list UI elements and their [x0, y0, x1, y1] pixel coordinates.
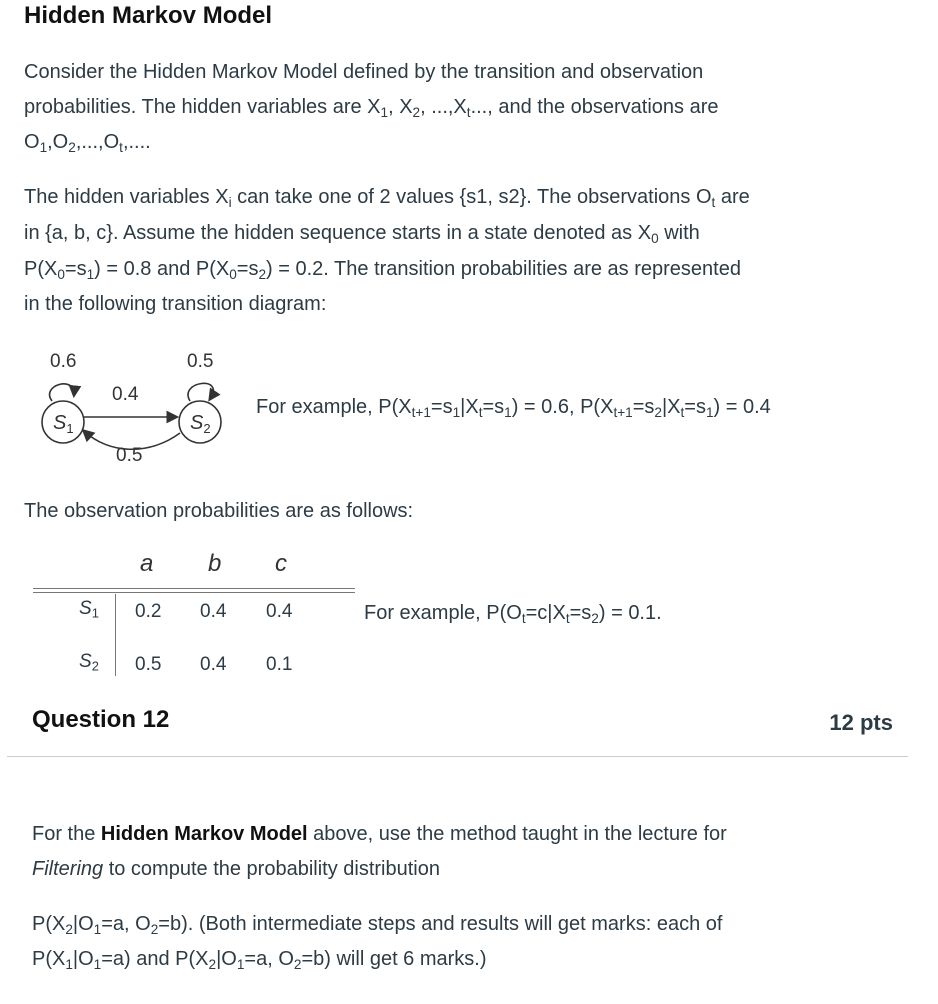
header-b: b — [208, 550, 222, 577]
transition-diagram — [30, 345, 260, 475]
s2-s1-prob: 0.5 — [116, 445, 143, 466]
question-line-2: Filtering to compute the probability distribution — [32, 858, 440, 880]
row2-a: 0.5 — [135, 654, 162, 675]
para2-line-2: in {a, b, c}. Assume the hidden sequence starts in a state denoted as $X_0$ with — [24, 222, 700, 246]
obs-intro: The observation probabilities are as follows: — [24, 500, 414, 522]
row1-b: 0.4 — [200, 601, 227, 622]
self-s2-prob: 0.5 — [187, 351, 214, 372]
state-s2-label: $S_2$ — [190, 412, 211, 436]
page-title: Hidden Markov Model — [24, 2, 273, 29]
observation-example: For example, $P(O_t=c|X_t=s_2) = 0.1$. — [364, 602, 662, 626]
para2-line-3: $P(X_0=s_1) = 0.8$ and $P(X_0=s_2) = 0.2$. The transition probabilities are as represented — [24, 258, 741, 282]
state-s1-label: $S_1$ — [53, 412, 74, 436]
intro-line-1: Consider the Hidden Markov Model defined by the transition and observation — [24, 61, 704, 83]
question-line-1: For the Hidden Markov Model above, use the method taught in the lecture for — [32, 823, 727, 845]
question-line-4: $P(X_1|O_1=a)$ and $P(X_2|O_1=a$, $O_2=b$) will get 6 marks.) — [32, 948, 487, 972]
transition-example: For example, $P(X_{t+1}=s_1|X_t=s_1) = 0.6$, $P(X_{t+1}=s_2|X_t=s_1) = 0.4$ — [256, 396, 771, 420]
row1-state: $S_1$ — [79, 598, 99, 621]
observation-table — [33, 550, 355, 680]
self-s1-prob: 0.6 — [50, 351, 77, 372]
para2-line-4: in the following transition diagram: — [24, 293, 327, 315]
question-line-3: $P(X_2|O_1=a$, $O_2=b$). (Both intermediate steps and results will get marks: each of — [32, 913, 723, 937]
header-a: a — [140, 550, 154, 577]
para2-line-1: The hidden variables $X_i$ can take one of 2 values {s1, s2}. The observations $O_t$ are — [24, 186, 750, 210]
row2-b: 0.4 — [200, 654, 227, 675]
row2-c: 0.1 — [266, 654, 293, 675]
header-c: c — [275, 550, 287, 577]
self-loop-s1 — [50, 384, 75, 401]
question-points: 12 pts — [829, 710, 893, 735]
row1-a: 0.2 — [135, 601, 162, 622]
question-title: Question 12 — [32, 706, 170, 733]
row2-state: $S_2$ — [79, 651, 99, 674]
row1-c: 0.4 — [266, 601, 293, 622]
intro-line-2: probabilities. The hidden variables are $X_1$, $X_2$, $...,X_t$..., and the observations are — [24, 96, 719, 120]
intro-line-3: $O_1,O_2,...,O_t$,.... — [24, 131, 151, 155]
divider — [7, 756, 908, 757]
s1-s2-prob: 0.4 — [112, 384, 139, 405]
self-loop-s2 — [188, 383, 213, 401]
